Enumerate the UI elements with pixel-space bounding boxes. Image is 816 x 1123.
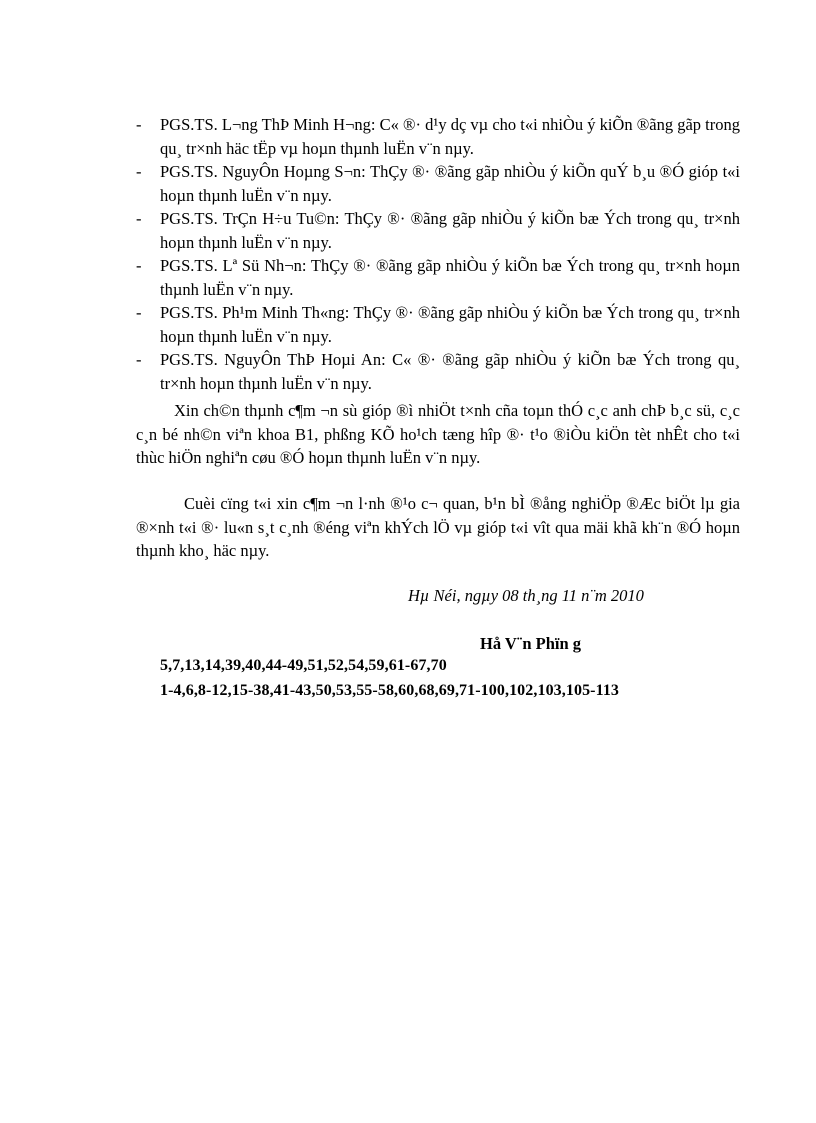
acknowledgement-text: PGS.TS. TrÇn H÷u Tu©n: ThÇy ®· ®ãng gãp nhiÒu ý kiÕn bæ Ých trong qu¸ tr×nh hoµn thµnh luËn v¨n nµy. xyxy=(160,209,740,252)
list-dash: - xyxy=(136,303,142,322)
list-dash: - xyxy=(136,209,142,228)
list-dash: - xyxy=(136,115,142,134)
sign-place-date: Hµ Néi, ngµy 08 th¸ng 11 n¨m 2010 xyxy=(408,586,644,605)
thanks-paragraph-staff: Xin ch©n thµnh c¶m ¬n sù gióp ®ì nhiÖt t×nh cña toµn thÓ c¸c anh chÞ b¸c sü, c¸c c¸n bé nh©n viªn khoa B1, phßng KÕ ho¹ch tæng hîp ®· t¹o ®iÒu kiÖn tèt nhÊt cho t«i thùc hiÖn nghiªn cøu ®Ó hoµn thµnh luËn v¨n nµy. xyxy=(136,401,740,467)
acknowledgement-item xyxy=(136,301,740,348)
list-dash: - xyxy=(136,256,142,275)
acknowledgement-item xyxy=(136,348,740,395)
acknowledgement-text: PGS.TS. Ph¹m Minh Th«ng: ThÇy ®· ®ãng gãp nhiÒu ý kiÕn bæ Ých trong qu¸ tr×nh hoµn thµnh luËn v¨n nµy. xyxy=(160,303,740,346)
acknowledgement-item xyxy=(136,160,740,207)
acknowledgement-text: PGS.TS. L¬ng ThÞ Minh H¬ng: C« ®· d¹y dç vµ cho t«i nhiÒu ý kiÕn ®ãng gãp trong qu¸ tr×nh häc tËp vµ hoµn thµnh luËn v¨n nµy. xyxy=(160,115,740,158)
acknowledgement-text: PGS.TS. NguyÔn Hoµng S¬n: ThÇy ®· ®ãng gãp nhiÒu ý kiÕn quÝ b¸u ®Ó gióp t«i hoµn thµnh luËn v¨n nµy. xyxy=(160,162,740,205)
acknowledgement-item xyxy=(136,207,740,254)
page-range-list: 1-4,6,8-12,15-38,41-43,50,53,55-58,60,68,69,71-100,102,103,105-113 xyxy=(160,682,620,699)
thanks-paragraph-family: Cuèi cïng t«i xin c¶m ¬n l·nh ®¹o c¬ quan, b¹n bÌ ®ång nghiÖp ®Æc biÖt lµ gia ®×nh t«i ®· lu«n s¸t c¸nh ®éng viªn khÝch lÖ vµ gióp t«i vît qua mäi khã kh¨n ®Ó hoµn thµnh kho¸ häc nµy. xyxy=(136,494,740,560)
list-dash: - xyxy=(136,350,142,369)
acknowledgement-item xyxy=(136,113,740,160)
page-range-list: 5,7,13,14,39,40,44-49,51,52,54,59,61-67,70 xyxy=(160,657,447,674)
list-dash: - xyxy=(136,162,142,181)
author-name: Hå V¨n Phïn g xyxy=(480,634,582,653)
acknowledgement-text: PGS.TS. Lª Sü Nh¬n: ThÇy ®· ®ãng gãp nhiÒu ý kiÕn bæ Ých trong qu¸ tr×nh hoµn thµnh luËn v¨n nµy. xyxy=(160,256,740,299)
acknowledgement-item xyxy=(136,254,740,301)
acknowledgement-text: PGS.TS. NguyÔn ThÞ Hoµi An: C« ®· ®ãng gãp nhiÒu ý kiÕn bæ Ých trong qu¸ tr×nh hoµn thµnh luËn v¨n nµy. xyxy=(160,350,740,393)
acknowledgement-list xyxy=(136,113,740,395)
